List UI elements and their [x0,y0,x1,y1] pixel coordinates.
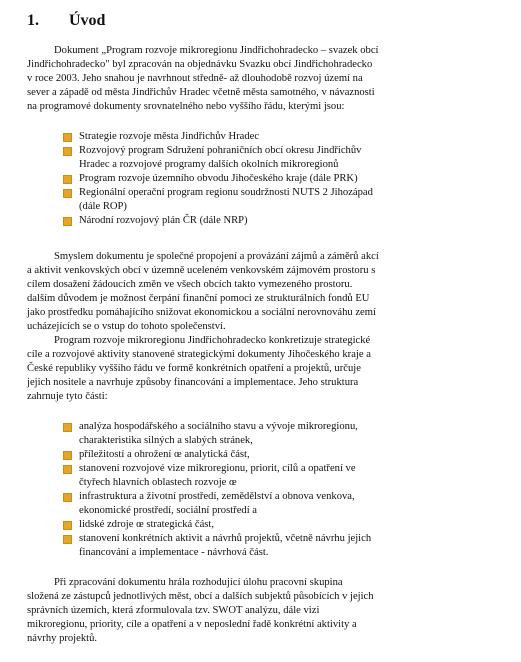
heading-title: Úvod [69,12,106,29]
square-bullet-icon [63,217,72,226]
heading-number: 1. [27,12,39,29]
para-line: složená ze zástupců jednotlivých měst, obcí a dalších subjektů působících v jejich [27,591,374,602]
para-line: cílem dosažení žádoucích změn ve všech obcích takto vymezeného prostoru. [27,279,353,290]
para-line: Smyslem dokumentu je společné propojení a provázání zájmů a záměrů akcí [54,251,379,262]
para-line: ucházejících se o vstup do tohoto společenství. [27,321,226,332]
list-item: příležitostí a ohrožení œ analytická část, [63,448,473,462]
list-item: Regionální operační program regionu soudržnosti NUTS 2 Jihozápad (dále ROP) [63,186,473,214]
intro-line: v roce 2003. Jeho snahou je navrhnout středně- až dlouhodobě rozvoj území na [27,73,363,84]
para-line: jako prostředku pomáhajícího snižovat ekonomickou a sociální nerovnováhu zemí [27,307,376,318]
square-bullet-icon [63,451,72,460]
list-item: Program rozvoje územního obvodu Jihočeského kraje (dále PRK) [63,172,473,186]
square-bullet-icon [63,521,72,530]
para-line: zahrnuje tyto části: [27,391,108,402]
intro-line: na programové dokumenty srovnatelného nebo vyššího řádu, kterými jsou: [27,101,345,112]
square-bullet-icon [63,133,72,142]
square-bullet-icon [63,465,72,474]
working-group-paragraph [27,576,474,646]
intro-paragraph [27,44,474,114]
square-bullet-icon [63,493,72,502]
structure-list [63,420,473,560]
para-line: Při zpracování dokumentu hrála rozhodující úlohu pracovní skupina [54,577,343,588]
square-bullet-icon [63,189,72,198]
para-line: cíle a rozvojové aktivity stanovené strategickými dokumenty Jihočeského kraje a [27,349,371,360]
para-line: správních územích, která zformulovala tzv. SWOT analýzu, dále vizi [27,605,320,616]
square-bullet-icon [63,423,72,432]
structure-paragraph [27,334,474,404]
para-line: a aktivit venkovských obcí v územně uceleném venkovském zájmovém prostoru s [27,265,376,276]
para-line: návrhy projektů. [27,633,98,644]
intro-line: Dokument „Program rozvoje mikroregionu Jindřichohradecko – svazek obcí [54,45,379,56]
list-item: stanovení rozvojové vize mikroregionu, priorit, cílů a opatření ve čtyřech hlavních oblastech rozvoje œ [63,462,473,490]
para-line: mikroregionu, priority, cíle a opatření a v neposlední řadě konkrétní aktivity a [27,619,357,630]
para-line: Program rozvoje mikroregionu Jindřichohradecko konkretizuje strategické [54,335,371,346]
list-item: lidské zdroje œ strategická část, [63,518,473,532]
para-line: jejich nositele a navrhuje způsoby financování a implementace. Jeho struktura [27,377,359,388]
list-item: stanovení konkrétních aktivit a návrhů projektů, včetně návrhu jejich financování a implementace - návrhová část. [63,532,473,560]
square-bullet-icon [63,535,72,544]
list-item: Strategie rozvoje města Jindřichův Hradec [63,130,473,144]
para-line: České republiky vyššího řádu ve formě konkrétních opatření a projektů, určuje [27,363,361,374]
documents-list [63,130,473,228]
square-bullet-icon [63,175,72,184]
intro-line: Jindřichohradecko" byl zpracován na objednávku Svazku obcí Jindřichohradecko [27,59,373,70]
para-line: dalším důvodem je možnost čerpání finanční pomoci ze strukturálních fondů EU [27,293,370,304]
list-item: analýza hospodářského a sociálního stavu a vývoje mikroregionu, charakteristika silných a slabých stránek, [63,420,473,448]
list-item: Rozvojový program Sdružení pohraničních obcí okresu Jindřichův Hradec a rozvojové programy dalších okolních mikroregionů [63,144,473,172]
list-item: infrastruktura a životní prostředí, zemědělství a obnova venkova, ekonomické prostředí, sociální prostředí a [63,490,473,518]
purpose-paragraph [27,250,474,334]
list-item: Národní rozvojový plán ČR (dále NRP) [63,214,473,228]
intro-line: sever a západě od města Jindřichův Hradec včetně města samotného, v návaznosti [27,87,375,98]
square-bullet-icon [63,147,72,156]
section-heading [27,12,105,30]
